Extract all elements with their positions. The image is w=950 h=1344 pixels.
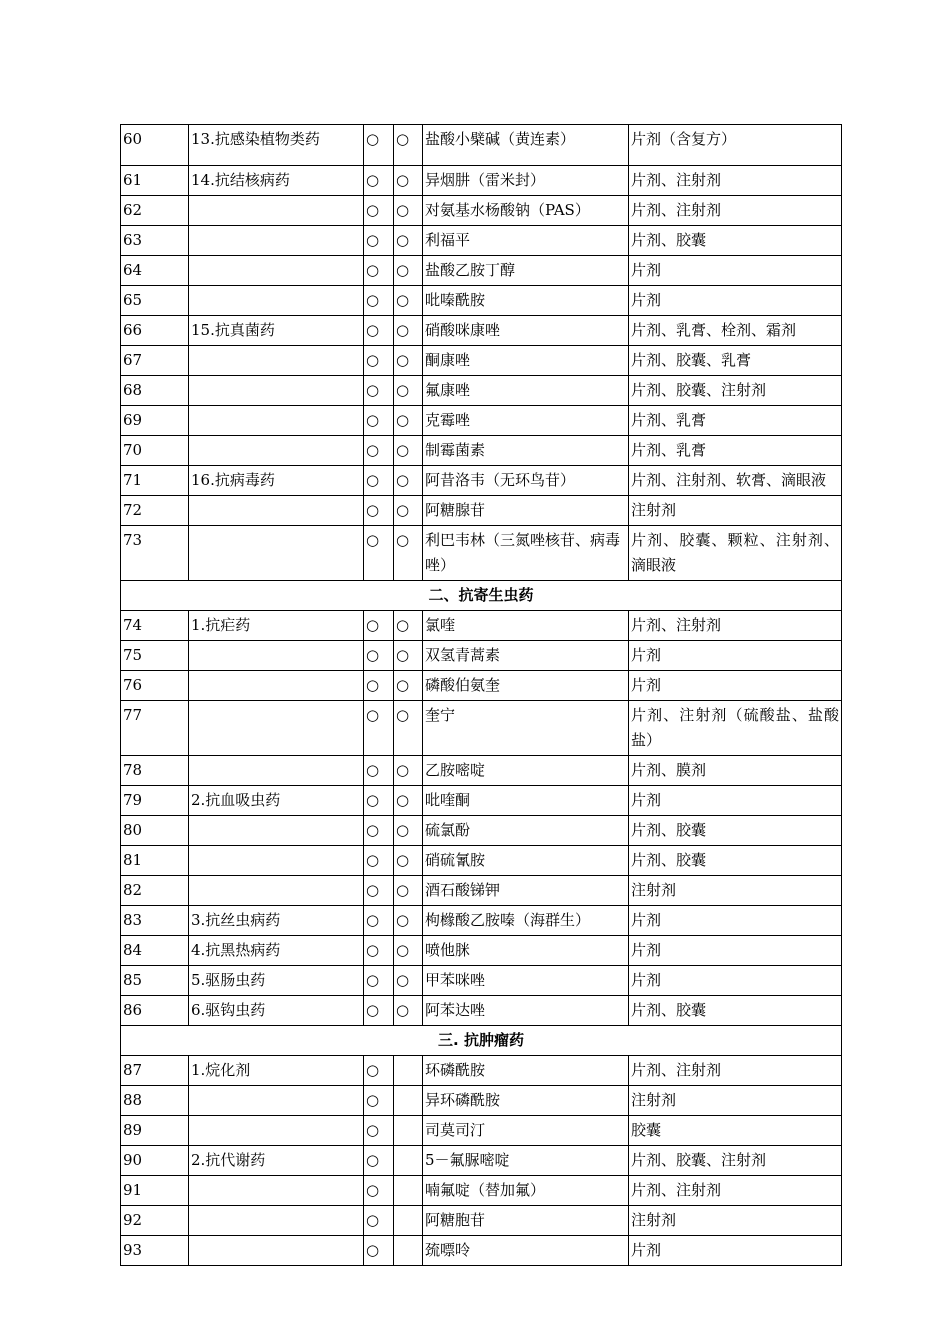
mark-cell-1: ○ xyxy=(364,1146,394,1176)
category-cell xyxy=(189,346,364,376)
mark-cell-1: ○ xyxy=(364,906,394,936)
row-number-cell: 79 xyxy=(121,786,189,816)
table-row xyxy=(121,756,842,786)
mark-cell-2: ○ xyxy=(394,436,423,466)
table-row xyxy=(121,846,842,876)
mark-cell-2: ○ xyxy=(394,906,423,936)
mark-cell-1: ○ xyxy=(364,1176,394,1206)
table-row xyxy=(121,496,842,526)
dosage-form-cell: 片剂、注射剂 xyxy=(629,1056,842,1086)
category-cell xyxy=(189,1206,364,1236)
table-row xyxy=(121,125,842,166)
dosage-form-cell: 片剂、胶囊 xyxy=(629,996,842,1026)
mark-cell-2: ○ xyxy=(394,125,423,166)
drug-name-cell: 盐酸乙胺丁醇 xyxy=(423,256,629,286)
drug-name-cell: 喷他脒 xyxy=(423,936,629,966)
dosage-form-cell: 片剂、胶囊、乳膏 xyxy=(629,346,842,376)
mark-cell-1: ○ xyxy=(364,611,394,641)
category-cell: 13.抗感染植物类药 xyxy=(189,125,364,166)
table-row xyxy=(121,701,842,756)
drug-name-cell: 喃氟啶（替加氟） xyxy=(423,1176,629,1206)
row-number-cell: 89 xyxy=(121,1116,189,1146)
mark-cell-2: ○ xyxy=(394,966,423,996)
dosage-form-cell: 片剂、乳膏 xyxy=(629,436,842,466)
mark-cell-1: ○ xyxy=(364,1116,394,1146)
mark-cell-2: ○ xyxy=(394,316,423,346)
row-number-cell: 86 xyxy=(121,996,189,1026)
mark-cell-1: ○ xyxy=(364,166,394,196)
mark-cell-2: ○ xyxy=(394,701,423,756)
category-cell: 2.抗血吸虫药 xyxy=(189,786,364,816)
dosage-form-cell: 片剂、胶囊、注射剂 xyxy=(629,376,842,406)
mark-cell-2 xyxy=(394,1176,423,1206)
row-number-cell: 87 xyxy=(121,1056,189,1086)
drug-name-cell: 克霉唑 xyxy=(423,406,629,436)
section-header-row xyxy=(121,581,842,611)
category-cell xyxy=(189,196,364,226)
mark-cell-2: ○ xyxy=(394,936,423,966)
row-number-cell: 80 xyxy=(121,816,189,846)
table-row xyxy=(121,196,842,226)
category-cell: 2.抗代谢药 xyxy=(189,1146,364,1176)
mark-cell-1: ○ xyxy=(364,671,394,701)
dosage-form-cell: 片剂、注射剂 xyxy=(629,1176,842,1206)
dosage-form-cell: 片剂、注射剂（硫酸盐、盐酸盐） xyxy=(629,701,842,756)
table-row xyxy=(121,906,842,936)
table-row xyxy=(121,1056,842,1086)
category-cell xyxy=(189,816,364,846)
mark-cell-1: ○ xyxy=(364,406,394,436)
mark-cell-2: ○ xyxy=(394,526,423,581)
category-cell: 3.抗丝虫病药 xyxy=(189,906,364,936)
row-number-cell: 65 xyxy=(121,286,189,316)
drug-name-cell: 双氢青蒿素 xyxy=(423,641,629,671)
mark-cell-1: ○ xyxy=(364,256,394,286)
mark-cell-2: ○ xyxy=(394,226,423,256)
mark-cell-1: ○ xyxy=(364,1206,394,1236)
dosage-form-cell: 片剂 xyxy=(629,936,842,966)
drug-name-cell: 奎宁 xyxy=(423,701,629,756)
category-cell xyxy=(189,1116,364,1146)
category-cell: 4.抗黑热病药 xyxy=(189,936,364,966)
row-number-cell: 64 xyxy=(121,256,189,286)
dosage-form-cell: 胶囊 xyxy=(629,1116,842,1146)
mark-cell-2: ○ xyxy=(394,286,423,316)
drug-name-cell: 酒石酸锑钾 xyxy=(423,876,629,906)
row-number-cell: 84 xyxy=(121,936,189,966)
dosage-form-cell: 片剂（含复方） xyxy=(629,125,842,166)
drug-name-cell: 吡喹酮 xyxy=(423,786,629,816)
drug-name-cell: 磷酸伯氨奎 xyxy=(423,671,629,701)
category-cell: 6.驱钩虫药 xyxy=(189,996,364,1026)
table-body xyxy=(121,125,842,1266)
drug-name-cell: 吡嗪酰胺 xyxy=(423,286,629,316)
section-header-row xyxy=(121,1026,842,1056)
mark-cell-2 xyxy=(394,1206,423,1236)
mark-cell-2 xyxy=(394,1056,423,1086)
drug-name-cell: 阿苯达唑 xyxy=(423,996,629,1026)
row-number-cell: 68 xyxy=(121,376,189,406)
mark-cell-2: ○ xyxy=(394,671,423,701)
mark-cell-1: ○ xyxy=(364,786,394,816)
category-cell xyxy=(189,701,364,756)
category-cell xyxy=(189,756,364,786)
mark-cell-2 xyxy=(394,1146,423,1176)
row-number-cell: 83 xyxy=(121,906,189,936)
row-number-cell: 71 xyxy=(121,466,189,496)
table-row xyxy=(121,256,842,286)
mark-cell-2: ○ xyxy=(394,641,423,671)
mark-cell-1: ○ xyxy=(364,876,394,906)
category-cell: 16.抗病毒药 xyxy=(189,466,364,496)
table-row xyxy=(121,226,842,256)
drug-name-cell: 氯喹 xyxy=(423,611,629,641)
dosage-form-cell: 片剂 xyxy=(629,906,842,936)
table-row xyxy=(121,786,842,816)
row-number-cell: 76 xyxy=(121,671,189,701)
mark-cell-2: ○ xyxy=(394,876,423,906)
mark-cell-1: ○ xyxy=(364,1056,394,1086)
dosage-form-cell: 片剂 xyxy=(629,1236,842,1266)
mark-cell-2: ○ xyxy=(394,466,423,496)
category-cell xyxy=(189,1236,364,1266)
mark-cell-1: ○ xyxy=(364,756,394,786)
row-number-cell: 78 xyxy=(121,756,189,786)
category-cell xyxy=(189,436,364,466)
mark-cell-2: ○ xyxy=(394,496,423,526)
table-row xyxy=(121,286,842,316)
mark-cell-1: ○ xyxy=(364,316,394,346)
mark-cell-1: ○ xyxy=(364,226,394,256)
category-cell: 15.抗真菌药 xyxy=(189,316,364,346)
mark-cell-2: ○ xyxy=(394,996,423,1026)
dosage-form-cell: 片剂、胶囊、颗粒、注射剂、滴眼液 xyxy=(629,526,842,581)
drug-name-cell: 利巴韦林（三氮唑核苷、病毒唑） xyxy=(423,526,629,581)
drug-name-cell: 硝硫氰胺 xyxy=(423,846,629,876)
category-cell xyxy=(189,256,364,286)
dosage-form-cell: 片剂 xyxy=(629,641,842,671)
table-row xyxy=(121,1176,842,1206)
mark-cell-1: ○ xyxy=(364,496,394,526)
category-cell xyxy=(189,376,364,406)
row-number-cell: 62 xyxy=(121,196,189,226)
mark-cell-2 xyxy=(394,1116,423,1146)
dosage-form-cell: 注射剂 xyxy=(629,1086,842,1116)
row-number-cell: 66 xyxy=(121,316,189,346)
category-cell: 14.抗结核病药 xyxy=(189,166,364,196)
row-number-cell: 74 xyxy=(121,611,189,641)
mark-cell-2 xyxy=(394,1236,423,1266)
category-cell xyxy=(189,406,364,436)
table-row xyxy=(121,166,842,196)
mark-cell-2: ○ xyxy=(394,756,423,786)
row-number-cell: 69 xyxy=(121,406,189,436)
table-row xyxy=(121,346,842,376)
row-number-cell: 72 xyxy=(121,496,189,526)
category-cell: 5.驱肠虫药 xyxy=(189,966,364,996)
drug-name-cell: 枸橼酸乙胺嗪（海群生） xyxy=(423,906,629,936)
dosage-form-cell: 片剂、注射剂 xyxy=(629,611,842,641)
drug-name-cell: 制霉菌素 xyxy=(423,436,629,466)
category-cell xyxy=(189,1086,364,1116)
drug-name-cell: 阿糖腺苷 xyxy=(423,496,629,526)
dosage-form-cell: 片剂 xyxy=(629,256,842,286)
drug-name-cell: 5－氟脲嘧啶 xyxy=(423,1146,629,1176)
table-row xyxy=(121,671,842,701)
drug-name-cell: 酮康唑 xyxy=(423,346,629,376)
category-cell xyxy=(189,226,364,256)
row-number-cell: 93 xyxy=(121,1236,189,1266)
drug-name-cell: 异烟肼（雷米封） xyxy=(423,166,629,196)
mark-cell-2: ○ xyxy=(394,846,423,876)
table-row xyxy=(121,1086,842,1116)
category-cell xyxy=(189,846,364,876)
drug-name-cell: 氟康唑 xyxy=(423,376,629,406)
drug-name-cell: 司莫司汀 xyxy=(423,1116,629,1146)
table-row xyxy=(121,936,842,966)
row-number-cell: 91 xyxy=(121,1176,189,1206)
table-row xyxy=(121,1116,842,1146)
mark-cell-1: ○ xyxy=(364,936,394,966)
table-row xyxy=(121,526,842,581)
row-number-cell: 60 xyxy=(121,125,189,166)
row-number-cell: 90 xyxy=(121,1146,189,1176)
drug-list-table xyxy=(120,124,842,1266)
mark-cell-1: ○ xyxy=(364,701,394,756)
mark-cell-1: ○ xyxy=(364,286,394,316)
row-number-cell: 61 xyxy=(121,166,189,196)
table-row xyxy=(121,611,842,641)
mark-cell-2: ○ xyxy=(394,256,423,286)
row-number-cell: 67 xyxy=(121,346,189,376)
table-row xyxy=(121,466,842,496)
category-cell xyxy=(189,876,364,906)
category-cell xyxy=(189,496,364,526)
mark-cell-2: ○ xyxy=(394,166,423,196)
mark-cell-2 xyxy=(394,1086,423,1116)
table-row xyxy=(121,406,842,436)
table-row xyxy=(121,816,842,846)
drug-name-cell: 环磷酰胺 xyxy=(423,1056,629,1086)
row-number-cell: 73 xyxy=(121,526,189,581)
row-number-cell: 82 xyxy=(121,876,189,906)
dosage-form-cell: 片剂、胶囊 xyxy=(629,226,842,256)
table-row xyxy=(121,1206,842,1236)
category-cell xyxy=(189,671,364,701)
mark-cell-1: ○ xyxy=(364,996,394,1026)
drug-name-cell: 盐酸小檗碱（黄连素） xyxy=(423,125,629,166)
category-cell xyxy=(189,526,364,581)
table-row xyxy=(121,966,842,996)
dosage-form-cell: 片剂、乳膏 xyxy=(629,406,842,436)
drug-name-cell: 硝酸咪康唑 xyxy=(423,316,629,346)
row-number-cell: 88 xyxy=(121,1086,189,1116)
drug-name-cell: 巯嘌呤 xyxy=(423,1236,629,1266)
dosage-form-cell: 片剂、胶囊、注射剂 xyxy=(629,1146,842,1176)
drug-name-cell: 阿昔洛韦（无环鸟苷） xyxy=(423,466,629,496)
table-row xyxy=(121,1236,842,1266)
dosage-form-cell: 片剂 xyxy=(629,286,842,316)
section-title: 三. 抗肿瘤药 xyxy=(121,1026,842,1056)
dosage-form-cell: 片剂 xyxy=(629,671,842,701)
table-row xyxy=(121,641,842,671)
dosage-form-cell: 片剂 xyxy=(629,966,842,996)
dosage-form-cell: 片剂、注射剂 xyxy=(629,196,842,226)
row-number-cell: 92 xyxy=(121,1206,189,1236)
mark-cell-1: ○ xyxy=(364,125,394,166)
dosage-form-cell: 片剂、乳膏、栓剂、霜剂 xyxy=(629,316,842,346)
mark-cell-2: ○ xyxy=(394,611,423,641)
drug-name-cell: 利福平 xyxy=(423,226,629,256)
drug-name-cell: 甲苯咪唑 xyxy=(423,966,629,996)
dosage-form-cell: 注射剂 xyxy=(629,496,842,526)
dosage-form-cell: 片剂、膜剂 xyxy=(629,756,842,786)
dosage-form-cell: 片剂、胶囊 xyxy=(629,816,842,846)
mark-cell-1: ○ xyxy=(364,1086,394,1116)
mark-cell-1: ○ xyxy=(364,816,394,846)
mark-cell-2: ○ xyxy=(394,376,423,406)
mark-cell-1: ○ xyxy=(364,641,394,671)
mark-cell-1: ○ xyxy=(364,526,394,581)
table-row xyxy=(121,876,842,906)
dosage-form-cell: 注射剂 xyxy=(629,1206,842,1236)
category-cell xyxy=(189,641,364,671)
table-row xyxy=(121,436,842,466)
mark-cell-1: ○ xyxy=(364,196,394,226)
section-title: 二、抗寄生虫药 xyxy=(121,581,842,611)
dosage-form-cell: 片剂、注射剂、软膏、滴眼液 xyxy=(629,466,842,496)
table-row xyxy=(121,996,842,1026)
category-cell: 1.烷化剂 xyxy=(189,1056,364,1086)
row-number-cell: 85 xyxy=(121,966,189,996)
row-number-cell: 77 xyxy=(121,701,189,756)
mark-cell-2: ○ xyxy=(394,816,423,846)
mark-cell-1: ○ xyxy=(364,466,394,496)
row-number-cell: 70 xyxy=(121,436,189,466)
mark-cell-2: ○ xyxy=(394,786,423,816)
drug-name-cell: 对氨基水杨酸钠（PAS） xyxy=(423,196,629,226)
dosage-form-cell: 片剂、注射剂 xyxy=(629,166,842,196)
row-number-cell: 81 xyxy=(121,846,189,876)
drug-name-cell: 硫氯酚 xyxy=(423,816,629,846)
mark-cell-2: ○ xyxy=(394,196,423,226)
mark-cell-1: ○ xyxy=(364,1236,394,1266)
mark-cell-1: ○ xyxy=(364,966,394,996)
category-cell xyxy=(189,1176,364,1206)
mark-cell-1: ○ xyxy=(364,346,394,376)
mark-cell-1: ○ xyxy=(364,846,394,876)
dosage-form-cell: 注射剂 xyxy=(629,876,842,906)
category-cell xyxy=(189,286,364,316)
mark-cell-1: ○ xyxy=(364,436,394,466)
dosage-form-cell: 片剂、胶囊 xyxy=(629,846,842,876)
mark-cell-2: ○ xyxy=(394,346,423,376)
table-row xyxy=(121,316,842,346)
drug-name-cell: 阿糖胞苷 xyxy=(423,1206,629,1236)
table-row xyxy=(121,376,842,406)
category-cell: 1.抗疟药 xyxy=(189,611,364,641)
row-number-cell: 75 xyxy=(121,641,189,671)
mark-cell-1: ○ xyxy=(364,376,394,406)
row-number-cell: 63 xyxy=(121,226,189,256)
dosage-form-cell: 片剂 xyxy=(629,786,842,816)
drug-name-cell: 异环磷酰胺 xyxy=(423,1086,629,1116)
mark-cell-2: ○ xyxy=(394,406,423,436)
table-row xyxy=(121,1146,842,1176)
drug-name-cell: 乙胺嘧啶 xyxy=(423,756,629,786)
